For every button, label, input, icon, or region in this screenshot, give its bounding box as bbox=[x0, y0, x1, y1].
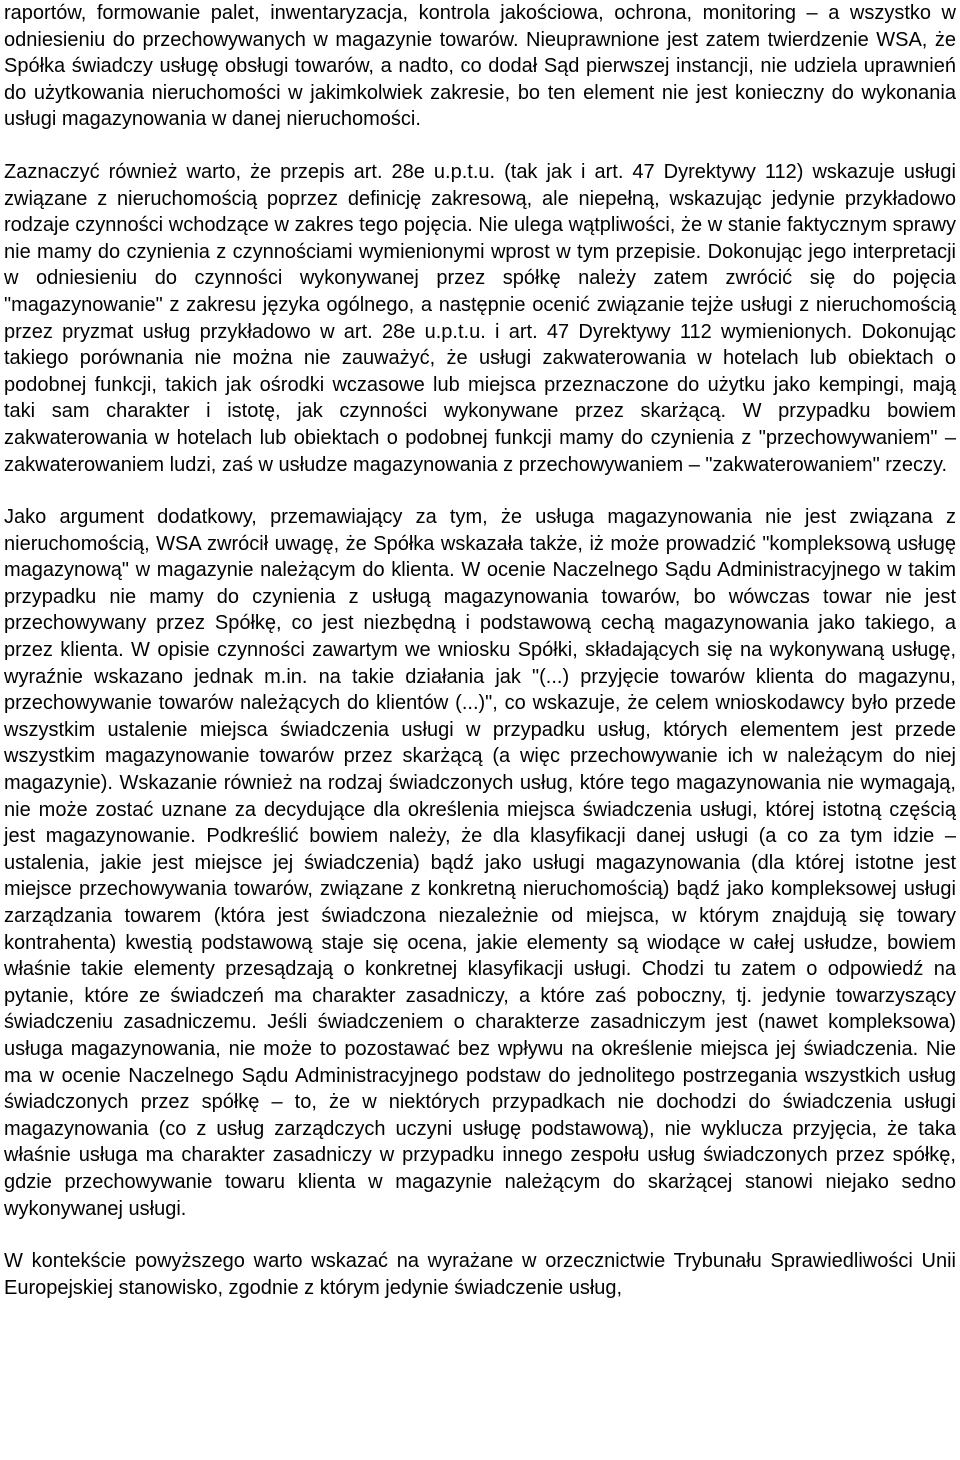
document-page bbox=[4, 0, 956, 1301]
paragraph-gap bbox=[4, 1222, 956, 1248]
paragraph-2: Zaznaczyć również warto, że przepis art. 28e u.p.t.u. (tak jak i art. 47 Dyrektywy 112) wskazuje usługi związane z nieruchomością poprzez definicję zakresową, ale niepełną, wskazując jedynie przykładowo rodzaje czynności wchodzące w zakres tego pojęcia. Nie ulega wątpliwości, że w stanie faktycznym sprawy nie mamy do czynienia z czynnościami wymienionymi wprost w tym przepisie. Dokonując jego interpretacji w odniesieniu do czynności wykonywanej przez spółkę należy zatem zwrócić się do pojęcia "magazynowanie" z zakresu języka ogólnego, a następnie ocenić związanie tejże usługi z nieruchomością przez pryzmat usług przykładowo w art. 28e u.p.t.u. i art. 47 Dyrektywy 112 wymienionych. Dokonując takiego porównania nie można nie zauważyć, że usługi zakwaterowania w hotelach lub obiektach o podobnej funkcji, takich jak ośrodki wczasowe lub miejsca przeznaczone do użytku jako kempingi, mają taki sam charakter i istotę, jak czynności wykonywane przez skarżącą. W przypadku bowiem zakwaterowania w hotelach lub obiektach o podobnej funkcji mamy do czynienia z "przechowywaniem" – zakwaterowaniem ludzi, zaś w usłudze magazynowania z przechowywaniem – "zakwaterowaniem" rzeczy. bbox=[4, 160, 956, 476]
paragraph-4: W kontekście powyższego warto wskazać na wyrażane w orzecznictwie Trybunału Sprawiedliwości Unii Europejskiej stanowisko, zgodnie z którym jedynie świadczenie usług, bbox=[4, 1250, 956, 1299]
paragraph-gap bbox=[4, 133, 956, 159]
paragraph-1: raportów, formowanie palet, inwentaryzacja, kontrola jakościowa, ochrona, monitoring – a wszystko w odniesieniu do przechowywanych w magazynie towarów. Nieuprawnione jest zatem twierdzenie WSA, że Spółka świadczy usługę obsługi towarów, a nadto, co dodał Sąd pierwszej instancji, nie udziela uprawnień do użytkowania nieruchomości w jakimkolwiek zakresie, bo ten element nie jest konieczny do wykonania usługi magazynowania w danej nieruchomości. bbox=[4, 2, 956, 131]
paragraph-3: Jako argument dodatkowy, przemawiający za tym, że usługa magazynowania nie jest związana z nieruchomością, WSA zwrócił uwagę, że Spółka wskazała także, iż może prowadzić "kompleksową usługę magazynową" w magazynie należącym do klienta. W ocenie Naczelnego Sądu Administracyjnego w takim przypadku nie mamy do czynienia z usługą magazynowania towarów, bo wówczas towar nie jest przechowywany przez Spółkę, co jest niezbędną i podstawową cechą magazynowania jako takiego, a przez klienta. W opisie czynności zawartym we wniosku Spółki, składających się na wykonywaną usługę, wyraźnie wskazano jednak m.in. na takie działania jak "(...) przyjęcie towarów klienta do magazynu, przechowywanie towarów należących do klientów (...)", co wskazuje, że celem wnioskodawcy było przede wszystkim ustalenie miejsca świadczenia usługi w przypadku usług, których elementem jest przede wszystkim magazynowanie towarów przez skarżącą (a więc przechowywanie ich w należącym do niej magazynie). Wskazanie również na rodzaj świadczonych usług, które tego magazynowania nie wymagają, nie może zostać uznane za decydujące dla określenia miejsca świadczenia usługi, której istotną częścią jest magazynowanie. Podkreślić bowiem należy, że dla klasyfikacji danej usługi (a co za tym idzie – ustalenia, jakie jest miejsce jej świadczenia) bądź jako usługi magazynowania (dla której istotne jest miejsce przechowywania towarów, związane z konkretną nieruchomością) bądź jako kompleksowej usługi zarządzania towarem (która jest świadczona niezależnie od miejsca, w którym znajdują się towary kontrahenta) kwestią podstawową staje się ocena, jakie elementy są wiodące w całej usłudze, bowiem właśnie takie elementy przesądzają o konkretnej klasyfikacji usługi. Chodzi tu zatem o odpowiedź na pytanie, które ze świadczeń ma charakter zasadniczy, a które zaś poboczny, tj. jedynie towarzyszący świadczeniu zasadniczemu. Jeśli świadczeniem o charakterze zasadniczym jest (nawet kompleksowa) usługa magazynowania, nie może to pozostawać bez wpływu na określenie miejsca jej świadczenia. Nie ma w ocenie Naczelnego Sądu Administracyjnego podstaw do jednolitego postrzegania wszystkich usług świadczonych przez spółkę – to, że w niektórych przypadkach nie dochodzi do świadczenia usługi magazynowania (co z usług zarządczych uczyni usługę podstawową), nie wyklucza przyjęcia, że taka właśnie usługa ma charakter zasadniczy w przypadku innego zespołu usług świadczonych przez spółkę, gdzie przechowywanie towaru klienta w magazynie należącym do skarżącej stanowi niejako sedno wykonywanej usługi. bbox=[4, 506, 956, 1220]
paragraph-gap bbox=[4, 478, 956, 504]
